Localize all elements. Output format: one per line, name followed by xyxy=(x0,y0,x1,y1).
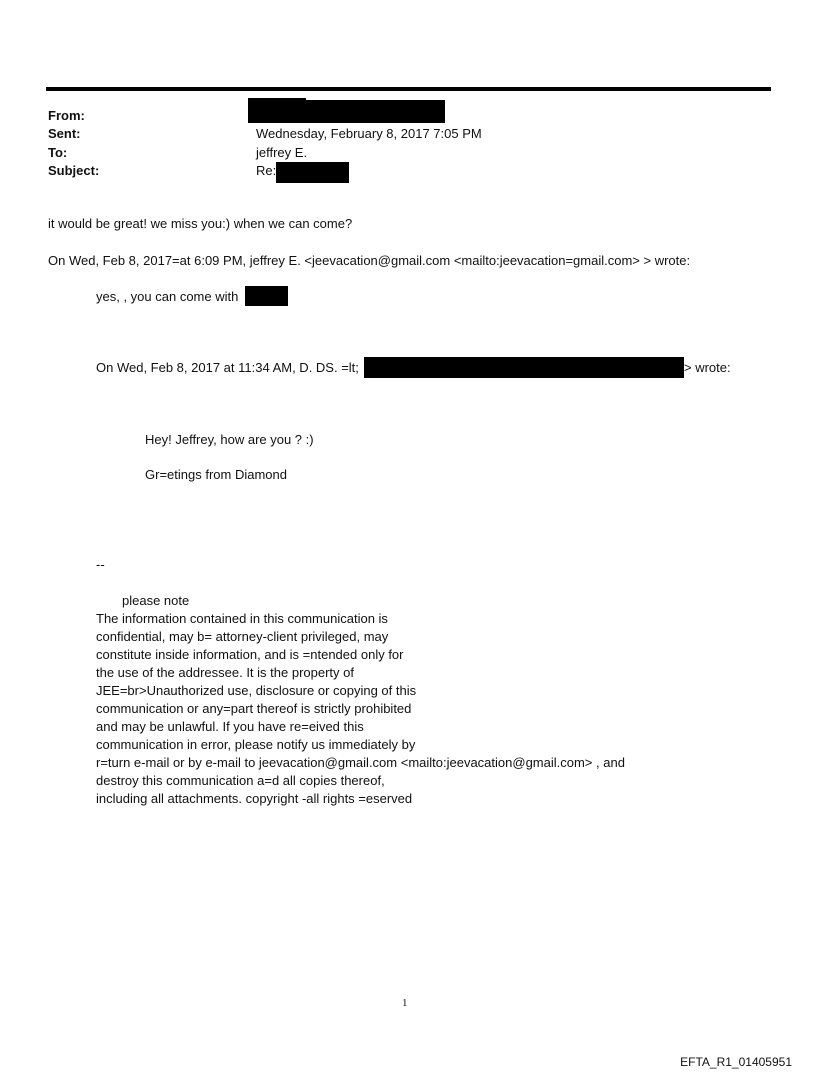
disclaimer-block xyxy=(96,610,625,808)
header-divider xyxy=(46,87,771,91)
sent-label: Sent: xyxy=(48,126,81,141)
signature-separator: -- xyxy=(96,557,105,572)
quote-header: On Wed, Feb 8, 2017=at 6:09 PM, jeffrey E. <jeevacation@gmail.com <mailto:jeevacation=gmail.com> > wrote: xyxy=(48,253,691,268)
disclaimer-line: destroy this communication a=d all copies thereof, xyxy=(96,773,385,788)
disclaimer-line: communication in error, please notify us immediately by xyxy=(96,737,416,752)
note-title: please note xyxy=(122,593,190,608)
to-value: jeffrey E. xyxy=(256,145,308,160)
quote-text: Gr=etings from Diamond xyxy=(145,467,287,482)
disclaimer-line: and may be unlawful. If you have re=eived this xyxy=(96,719,364,734)
disclaimer-line: communication or any=part thereof is strictly prohibited xyxy=(96,701,412,716)
redaction-block xyxy=(248,100,445,123)
disclaimer-line: the use of the addressee. It is the property of xyxy=(96,665,354,680)
message-line: it would be great! we miss you:) when we can come? xyxy=(48,216,353,231)
quote-text: Hey! Jeffrey, how are you ? :) xyxy=(145,432,314,447)
page-number: 1 xyxy=(402,997,408,1009)
quote-header-suffix: > wrote: xyxy=(684,360,731,375)
redaction-block xyxy=(276,162,349,183)
subject-prefix: Re: xyxy=(256,163,277,178)
quote-text: yes, , you can come with xyxy=(96,289,239,304)
to-label: To: xyxy=(48,145,68,160)
disclaimer-line: JEE=br>Unauthorized use, disclosure or copying of this xyxy=(96,683,417,698)
disclaimer-line: r=turn e-mail or by e-mail to jeevacation@gmail.com <mailto:jeevacation@gmail.com> , and xyxy=(96,755,625,770)
redaction-block xyxy=(364,357,684,378)
from-label: From: xyxy=(48,108,85,123)
disclaimer-line: constitute inside information, and is =ntended only for xyxy=(96,647,404,662)
disclaimer-line: confidential, may b= attorney-client privileged, may xyxy=(96,629,389,644)
disclaimer-line: The information contained in this communication is xyxy=(96,611,388,626)
bates-number: EFTA_R1_01405951 xyxy=(680,1055,792,1069)
subject-label: Subject: xyxy=(48,163,100,178)
redaction-block xyxy=(245,286,288,306)
quote-header: On Wed, Feb 8, 2017 at 11:34 AM, D. DS. =lt; xyxy=(96,360,359,375)
disclaimer-line: including all attachments. copyright -all rights =eserved xyxy=(96,791,413,806)
sent-value: Wednesday, February 8, 2017 7:05 PM xyxy=(256,126,482,141)
